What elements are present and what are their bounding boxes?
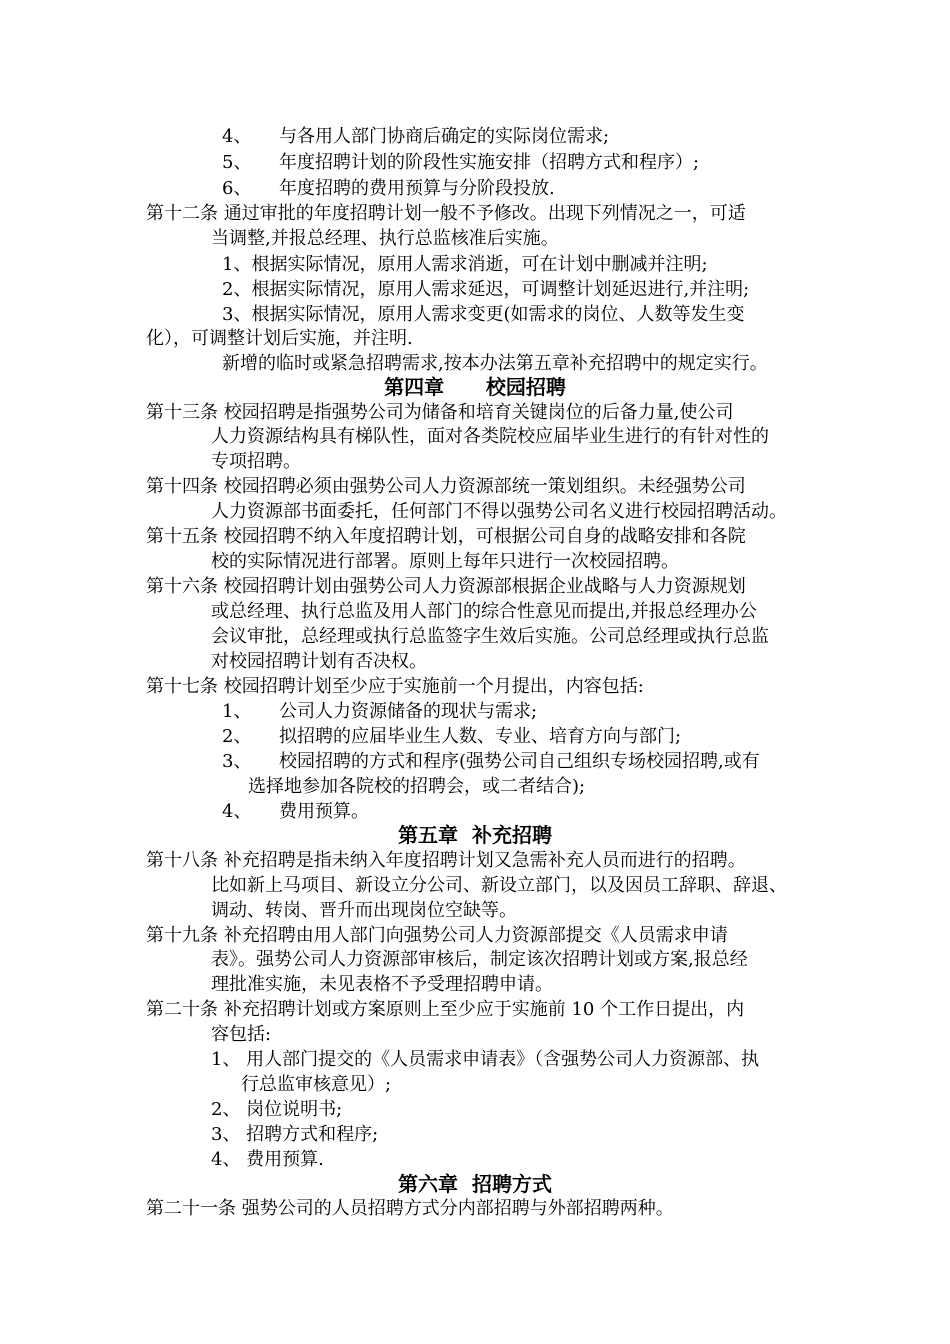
list-item: 4、 费用预算. — [211, 1149, 324, 1170]
chapter-heading: 第五章 补充招聘 — [398, 823, 552, 847]
article-text: 专项招聘。 — [211, 451, 301, 472]
chapter-heading: 第四章 校园招聘 — [384, 375, 566, 399]
article-text: 第十二条 通过审批的年度招聘计划一般不予修改。出现下列情况之一，可适 — [146, 203, 746, 224]
list-item-continuation: 选择地参加各院校的招聘会，或二者结合); — [248, 776, 586, 797]
article-text: 当调整,并报总经理、执行总监核准后实施。 — [211, 228, 559, 249]
paragraph: 新增的临时或紧急招聘需求,按本办法第五章补充招聘中的规定实行。 — [222, 353, 768, 374]
list-item-continuation: 化），可调整计划后实施，并注明. — [146, 328, 413, 349]
list-item: 3、 招聘方式和程序; — [211, 1124, 379, 1145]
item-text: 拟招聘的应届毕业生人数、专业、培育方向与部门; — [279, 726, 682, 747]
article-text: 会议审批，总经理或执行总监签字生效后实施。公司总经理或执行总监 — [211, 626, 769, 647]
article-text: 比如新上马项目、新设立分公司、新设立部门，以及因员工辞职、辞退、 — [211, 875, 787, 896]
list-item — [222, 151, 699, 175]
chapter-heading: 第六章 招聘方式 — [398, 1172, 552, 1196]
article-text: 第二十一条 强势公司的人员招聘方式分内部招聘与外部招聘两种。 — [146, 1198, 674, 1219]
article-text: 第十八条 补充招聘是指未纳入年度招聘计划又急需补充人员而进行的招聘。 — [146, 850, 746, 871]
item-text: 年度招聘的费用预算与分阶段投放. — [279, 178, 555, 199]
list-item — [222, 750, 760, 774]
article-text: 校的实际情况进行部署。原则上每年只进行一次校园招聘。 — [211, 551, 679, 572]
article-text: 第十七条 校园招聘计划至少应于实施前一个月提出，内容包括: — [146, 676, 644, 697]
list-item — [222, 700, 537, 724]
article-text: 理批准实施，未见表格不予受理招聘申请。 — [211, 974, 553, 995]
article-text: 人力资源结构具有梯队性，面对各类院校应届毕业生进行的有针对性的 — [211, 426, 769, 447]
item-number: 2、 — [222, 726, 252, 747]
article-text: 表》。强势公司人力资源部审核后，制定该次招聘计划或方案,报总经 — [211, 949, 748, 970]
list-item — [222, 177, 555, 201]
list-item-continuation: 行总监审核意见）; — [241, 1074, 392, 1095]
list-item: 2、 岗位说明书; — [211, 1099, 343, 1120]
article-text: 第十三条 校园招聘是指强势公司为储备和培育关键岗位的后备力量,使公司 — [146, 402, 734, 423]
list-item — [222, 725, 681, 749]
item-text: 年度招聘计划的阶段性实施安排（招聘方式和程序）; — [279, 152, 700, 173]
article-text: 容包括: — [211, 1024, 272, 1045]
list-item: 1、根据实际情况，原用人需求消逝，可在计划中删减并注明; — [222, 254, 708, 275]
article-text: 对校园招聘计划有否决权。 — [211, 651, 427, 672]
list-item: 1、 用人部门提交的《人员需求申请表》（含强势公司人力资源部、执 — [211, 1049, 760, 1070]
article-text: 第十五条 校园招聘不纳入年度招聘计划，可根据公司自身的战略安排和各院 — [146, 526, 746, 547]
article-text: 第十四条 校园招聘必须由强势公司人力资源部统一策划组织。未经强势公司 — [146, 476, 746, 497]
article-text: 第十六条 校园招聘计划由强势公司人力资源部根据企业战略与人力资源规划 — [146, 576, 746, 597]
item-number: 5、 — [222, 152, 252, 173]
article-text: 第十九条 补充招聘由用人部门向强势公司人力资源部提交《人员需求申请 — [146, 925, 728, 946]
article-text: 调动、转岗、晋升而出现岗位空缺等。 — [211, 900, 517, 921]
item-number: 3、 — [222, 751, 252, 772]
item-number: 6、 — [222, 178, 252, 199]
list-item: 2、根据实际情况，原用人需求延迟，可调整计划延迟进行,并注明; — [222, 279, 750, 300]
list-item — [222, 800, 369, 824]
item-text: 与各用人部门协商后确定的实际岗位需求; — [279, 126, 610, 147]
item-text: 费用预算。 — [279, 801, 369, 822]
item-number: 4、 — [222, 801, 252, 822]
list-item: 3、根据实际情况，原用人需求变更(如需求的岗位、人数等发生变 — [222, 304, 745, 325]
item-text: 校园招聘的方式和程序(强势公司自己组织专场校园招聘,或有 — [279, 751, 760, 772]
list-item — [222, 125, 609, 149]
article-text: 人力资源部书面委托，任何部门不得以强势公司名义进行校园招聘活动。 — [211, 501, 787, 522]
item-number: 4、 — [222, 126, 252, 147]
article-text: 或总经理、执行总监及用人部门的综合性意见而提出,并报总经理办公 — [211, 601, 757, 622]
article-text: 第二十条 补充招聘计划或方案原则上至少应于实施前 10 个工作日提出，内 — [146, 999, 745, 1020]
item-number: 1、 — [222, 701, 252, 722]
item-text: 公司人力资源储备的现状与需求; — [279, 701, 538, 722]
